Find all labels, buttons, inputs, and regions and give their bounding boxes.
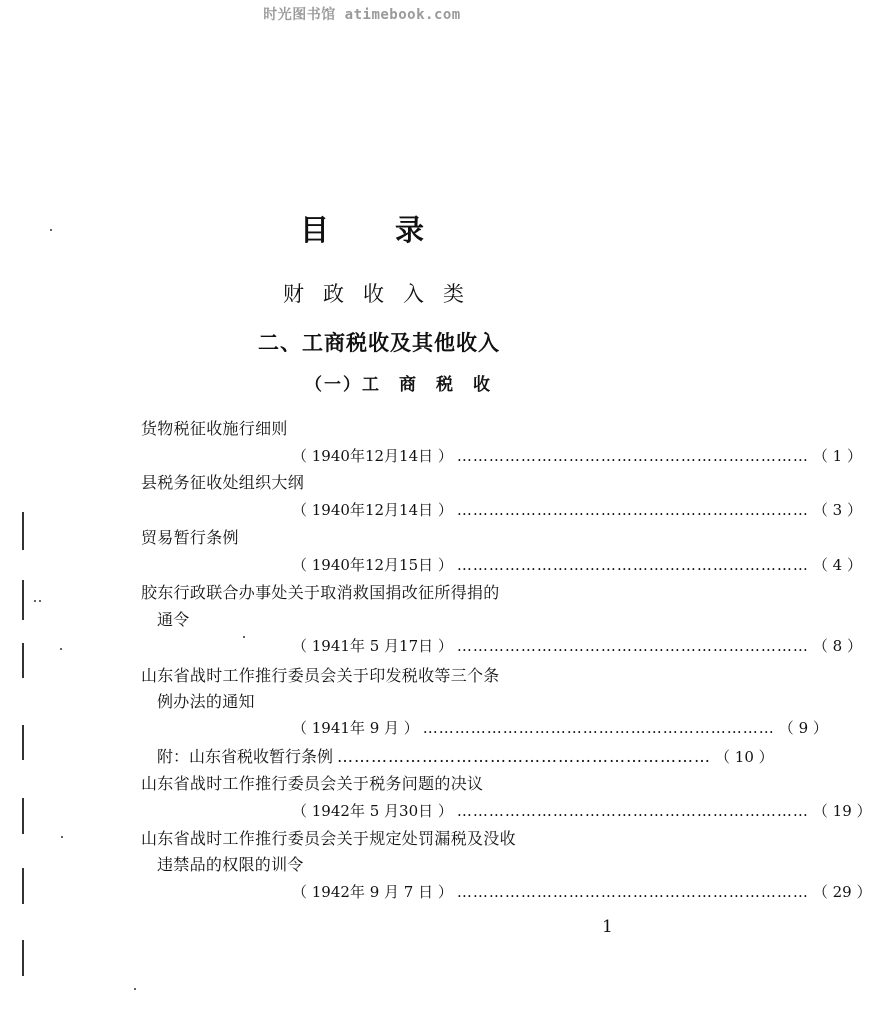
toc-entry-page[interactable]: （ 19 ）	[812, 802, 872, 820]
toc-entry-date: （ 1941年 5 月17日 ）	[292, 637, 453, 655]
toc-appendix-line	[157, 744, 774, 767]
toc-entry-title-continued[interactable]: 例办法的通知	[157, 692, 255, 711]
toc-appendix-title[interactable]: 附：山东省税收暂行条例	[157, 747, 334, 766]
toc-entry-page[interactable]: （ 1 ）	[812, 447, 862, 465]
dot-leader: …………………………………………………………	[337, 747, 712, 766]
scan-mark	[22, 940, 24, 976]
scan-dot	[34, 600, 36, 602]
toc-entry-date: （ 1940年12月14日 ）	[292, 447, 453, 465]
watermark: 时光图书馆 atimebook.com	[263, 7, 461, 23]
scan-dot	[243, 636, 245, 638]
toc-entry-date-line	[292, 635, 862, 656]
dot-leader: …………………………………………………………	[456, 447, 809, 465]
toc-entry-title[interactable]: 山东省战时工作推行委员会关于印发税收等三个条	[141, 666, 500, 685]
toc-entry-page[interactable]: （ 4 ）	[812, 556, 862, 574]
scan-mark	[22, 725, 24, 760]
toc-entry-title[interactable]: 县税务征收处组织大纲	[141, 473, 305, 492]
subsection-char: 收	[473, 375, 492, 395]
section-heading: 二、工商税收及其他收入	[258, 330, 500, 355]
toc-entry-date: （ 1941年 9 月 ）	[292, 719, 419, 737]
scan-mark	[22, 868, 24, 904]
toc-entry-date-line	[292, 717, 828, 738]
toc-entry-page[interactable]: （ 8 ）	[812, 637, 862, 655]
scan-mark	[22, 512, 24, 550]
scan-dot	[134, 988, 136, 990]
scan-dot	[50, 229, 52, 231]
scan-mark	[22, 580, 24, 620]
toc-entry-date: （ 1940年12月15日 ）	[292, 556, 453, 574]
toc-entry-date: （ 1942年 5 月30日 ）	[292, 802, 453, 820]
toc-entry-date: （ 1942年 9 月 7 日 ）	[292, 883, 453, 901]
scan-mark	[22, 643, 24, 678]
toc-entry-date-line	[292, 499, 862, 520]
dot-leader: …………………………………………………………	[456, 883, 809, 901]
category-heading: 财政收入类	[283, 282, 483, 306]
subsection-char: 商	[399, 375, 418, 395]
toc-entry-date-line	[292, 800, 872, 821]
toc-entry-title[interactable]: 山东省战时工作推行委员会关于规定处罚漏税及没收	[141, 829, 516, 848]
dot-leader: …………………………………………………………	[456, 802, 809, 820]
toc-entry-title[interactable]: 贸易暂行条例	[141, 528, 239, 547]
page-number: 1	[602, 917, 613, 937]
toc-entry-page[interactable]: （ 9 ）	[778, 719, 828, 737]
toc-entry-title[interactable]: 山东省战时工作推行委员会关于税务问题的决议	[141, 774, 484, 793]
dot-leader: …………………………………………………………	[456, 556, 809, 574]
toc-entry-title-continued[interactable]: 违禁品的权限的训令	[157, 855, 304, 874]
toc-entry-page[interactable]: （ 29 ）	[812, 883, 872, 901]
toc-entry-date: （ 1940年12月14日 ）	[292, 501, 453, 519]
scan-dot	[39, 600, 41, 602]
scan-dot	[61, 836, 63, 838]
title-char-right: 录	[395, 213, 425, 247]
subsection-prefix: （一）工	[305, 375, 381, 395]
toc-appendix-page[interactable]: （ 10 ）	[715, 748, 774, 766]
dot-leader: …………………………………………………………	[422, 719, 775, 737]
scan-mark	[22, 798, 24, 834]
toc-entry-title-continued[interactable]: 通令	[157, 610, 190, 629]
toc-entry-date-line	[292, 881, 872, 902]
toc-entry-title[interactable]: 胶东行政联合办事处关于取消救国捐改征所得捐的	[141, 583, 500, 602]
toc-entry-date-line	[292, 554, 862, 575]
subsection-char: 税	[436, 375, 455, 395]
dot-leader: …………………………………………………………	[456, 637, 809, 655]
toc-entry-title[interactable]: 货物税征收施行细则	[141, 419, 288, 438]
dot-leader: …………………………………………………………	[456, 501, 809, 519]
scan-dot	[60, 648, 62, 650]
toc-entry-date-line	[292, 445, 862, 466]
toc-entry-page[interactable]: （ 3 ）	[812, 501, 862, 519]
title-char-left: 目	[299, 213, 329, 247]
